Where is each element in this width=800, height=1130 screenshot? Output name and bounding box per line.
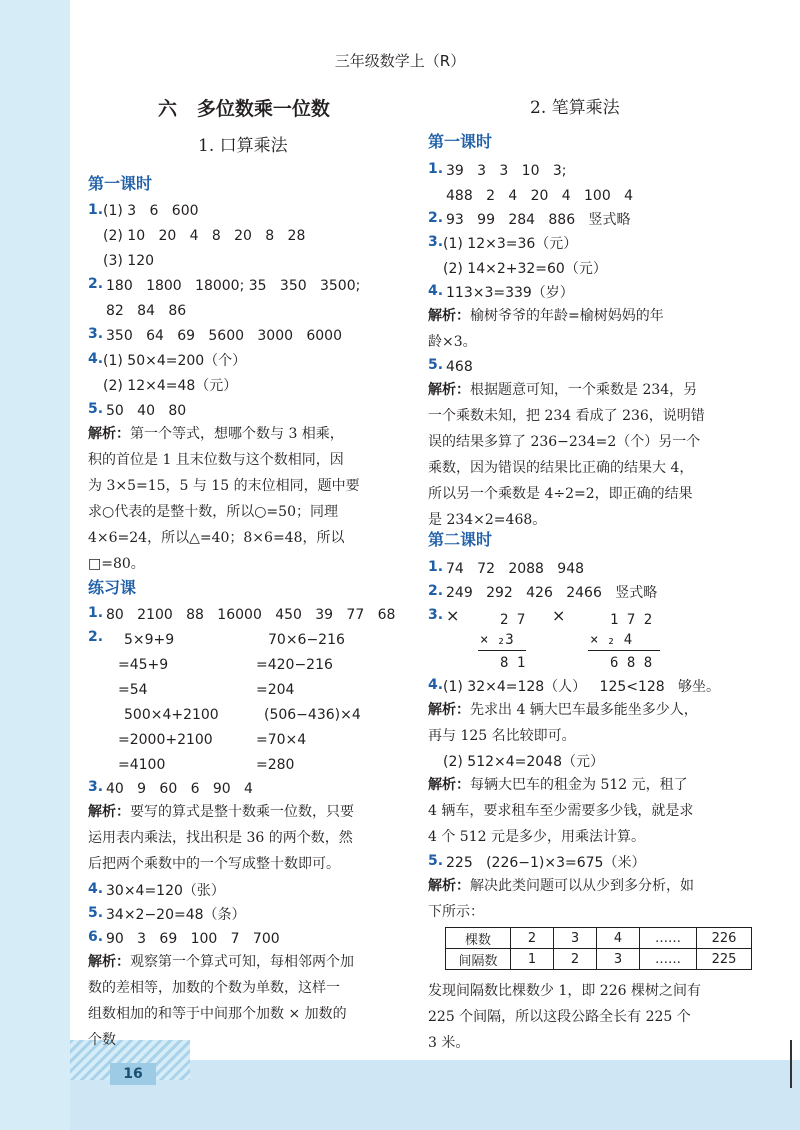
analysis-label: 解析： [428,382,470,398]
answer-line: (2) 12×4=48（元） [103,378,238,394]
answer-line: 93 99 284 886 竖式略 [446,212,631,228]
question-number: 2. [428,583,444,599]
answer-line: 488 2 4 20 4 100 4 [446,188,633,204]
chapter-title: 六 多位数乘一位数 [158,98,330,120]
analysis-text: 求○代表的是整十数，所以○=50；同理 [88,504,338,520]
question-number: 5. [428,853,444,869]
analysis-text: 要写的算式是整十数乘一位数，只要 [130,804,354,820]
analysis-text: 为 3×5=15，5 与 15 的末位相同，题中要 [88,478,360,494]
answer-line: 180 1800 18000; 35 350 3500; [106,278,361,294]
analysis-text: 下所示： [428,904,484,920]
calc-line: =2000+2100 [118,732,213,748]
table-row [446,949,752,970]
answer-line: 34×2−20=48（条） [106,907,246,923]
analysis-label: 解析： [88,426,130,442]
question-number: 3. [428,234,444,250]
page-number: 16 [110,1063,156,1085]
calc-line: =420−216 [256,657,333,673]
answer-line: 30×4=120（张） [106,883,225,899]
analysis-text: 所以另一个乘数是 4÷2=2，即正确的结果 [428,486,693,502]
analysis-label: 解析： [428,308,470,324]
analysis-text: 榆树爷爷的年龄=榆树妈妈的年 [470,308,664,324]
vertical-mult-rule [478,650,526,651]
analysis-text: □=80。 [88,556,145,572]
answer-line: (3) 120 [103,253,155,269]
question-number: 6. [88,929,104,945]
analysis-text: 一个乘数未知，把 234 看成了 236，说明错 [428,408,705,424]
question-number: 4. [428,283,444,299]
question-number: 5. [88,401,104,417]
table-cell: 3 [597,949,640,970]
conclusion-block [428,978,758,1056]
answer-line: (2) 512×4=2048（元） [443,754,604,770]
table-cell: 226 [697,928,752,949]
calc-line: (506−436)×4 [264,707,361,723]
answer-line: 80 2100 88 16000 450 39 77 68 [106,607,396,623]
question-number: 4. [428,677,444,693]
answer-line: 39 3 3 10 3; [446,163,567,179]
analysis-text: 积的首位是 1 且末位数与这个数相同，因 [88,452,344,468]
analysis-text: 4×6=24，所以△=40；8×6=48，所以 [88,530,345,546]
question-number: 5. [428,357,444,373]
analysis-label: 解析： [428,878,470,894]
table-cell: 225 [697,949,752,970]
analysis-block [428,377,748,533]
table-row [446,928,752,949]
table-cell: 4 [597,928,640,949]
calc-line: =54 [118,682,148,698]
vertical-mult-top: 1 7 2 [610,612,653,628]
section-title-lesson1: 第一课时 [88,174,153,193]
table-cell: 棵数 [446,928,511,949]
analysis-label: 解析： [428,777,470,793]
analysis-block [428,303,748,355]
table-cell: …… [640,949,697,970]
question-number: 5. [88,905,104,921]
calc-line: =70×4 [256,732,307,748]
answer-line: (1) 32×4=128（人） 125<128 够坐。 [443,679,721,695]
analysis-text: 发现间隔数比棵数少 1，即 226 棵树之间有 [428,983,701,999]
analysis-text: 每辆大巴车的租金为 512 元，租了 [470,777,688,793]
question-number: 2. [428,210,444,226]
lesson-title-oral: 1. 口算乘法 [198,136,288,156]
answer-line: 82 84 86 [106,303,187,319]
answer-line: 40 9 60 6 90 4 [106,781,253,797]
wrong-mark: × [446,606,460,625]
table-cell: 1 [511,949,554,970]
answer-line: 90 3 69 100 7 700 [106,931,280,947]
table-cell: 2 [511,928,554,949]
page-header: 三年级数学上（R） [334,52,466,70]
analysis-text: 4 个 512 元是多少，用乘法计算。 [428,829,645,845]
analysis-text: 第一个等式，想哪个数与 3 相乘， [130,426,344,442]
table-cell: …… [640,928,697,949]
answer-line: 468 [446,359,473,375]
analysis-text: 观察第一个算式可知，每相邻两个加 [130,954,354,970]
answer-line: (2) 14×2+32=60（元） [443,261,607,277]
analysis-text: 乘数，因为错误的结果比正确的结果大 4， [428,460,694,476]
question-number: 1. [88,605,104,621]
wrong-mark: × [552,606,566,625]
question-number: 1. [428,161,444,177]
analysis-block [88,421,408,577]
calc-line: 70×6−216 [268,632,345,648]
answer-line: 113×3=339（岁） [446,285,574,301]
left-margin-band [0,0,70,1130]
answer-line: (1) 3 6 600 [103,203,199,219]
question-number: 1. [88,202,104,218]
vertical-mult-top: 2 7 [500,612,526,628]
section-title-practice: 练习课 [88,578,137,597]
lesson-title-written: 2. 笔算乘法 [530,98,620,118]
analysis-text: 龄×3。 [428,334,477,350]
analysis-block [428,697,748,749]
analysis-text: 3 米。 [428,1035,470,1051]
question-number: 1. [428,559,444,575]
vertical-mult-rule [588,650,660,651]
answer-line: 350 64 69 5600 3000 6000 [106,328,342,344]
analysis-text: 数的差相等，加数的个数为单数，这样一 [88,980,340,996]
calc-line: =4100 [118,757,166,773]
analysis-text: 是 234×2=468。 [428,512,547,528]
analysis-text: 根据题意可知，一个乘数是 234，另 [470,382,698,398]
question-number: 4. [88,881,104,897]
analysis-text: 个数 [88,1032,116,1048]
calc-line: =204 [256,682,295,698]
vertical-mult-bottom: 6 8 8 [610,655,653,671]
analysis-label: 解析： [428,702,470,718]
answer-line: 74 72 2088 948 [446,561,585,577]
analysis-text: 误的结果多算了 236−234=2（个）另一个 [428,434,701,450]
answer-line: (1) 50×4=200（个） [103,353,247,369]
question-number: 2. [88,629,104,645]
answer-line: 225 (226−1)×3=675（米） [446,855,646,871]
section-title-lesson1: 第一课时 [428,132,493,151]
question-number: 3. [88,779,104,795]
vertical-mult-mid: × ₂3 [480,632,514,648]
analysis-block [428,873,748,925]
analysis-text: 225 个间隔，所以这段公路全长有 225 个 [428,1009,691,1025]
analysis-label: 解析： [88,954,130,970]
analysis-text: 先求出 4 辆大巴车最多能坐多少人， [470,702,698,718]
answer-line: 50 40 80 [106,403,187,419]
analysis-text: 运用表内乘法，找出积是 36 的两个数，然 [88,830,353,846]
analysis-text: 4 辆车，要求租车至少需要多少钱，就是求 [428,803,694,819]
analysis-block [88,799,408,877]
question-number: 2. [88,276,104,292]
analysis-text: 解决此类问题可以从少到多分析，如 [470,878,694,894]
calc-line: 500×4+2100 [124,707,219,723]
table-cell: 2 [554,949,597,970]
calc-line: 5×9+9 [124,632,175,648]
analysis-text: 组数相加的和等于中间那个加数 × 加数的 [88,1006,347,1022]
answer-line: 249 292 426 2466 竖式略 [446,585,658,601]
analysis-text: 再与 125 名比较即可。 [428,728,576,744]
section-title-lesson2: 第二课时 [428,530,493,549]
table-cell: 3 [554,928,597,949]
vertical-mult-mid: × ₂ 4 [590,632,633,648]
analysis-block [88,949,408,1053]
question-number: 3. [428,607,444,623]
question-number: 4. [88,351,104,367]
vertical-mult-bottom: 8 1 [500,655,526,671]
analysis-label: 解析： [88,804,130,820]
answer-line: (2) 10 20 4 8 20 8 28 [103,228,306,244]
question-number: 3. [88,326,104,342]
tree-interval-table [445,927,752,970]
table-cell: 间隔数 [446,949,511,970]
analysis-block [428,772,748,850]
answer-line: (1) 12×3=36（元） [443,236,578,252]
calc-line: =280 [256,757,295,773]
page-edge-mark [790,1040,792,1088]
calc-line: =45+9 [118,657,169,673]
analysis-text: 后把两个乘数中的一个写成整十数即可。 [88,856,340,872]
